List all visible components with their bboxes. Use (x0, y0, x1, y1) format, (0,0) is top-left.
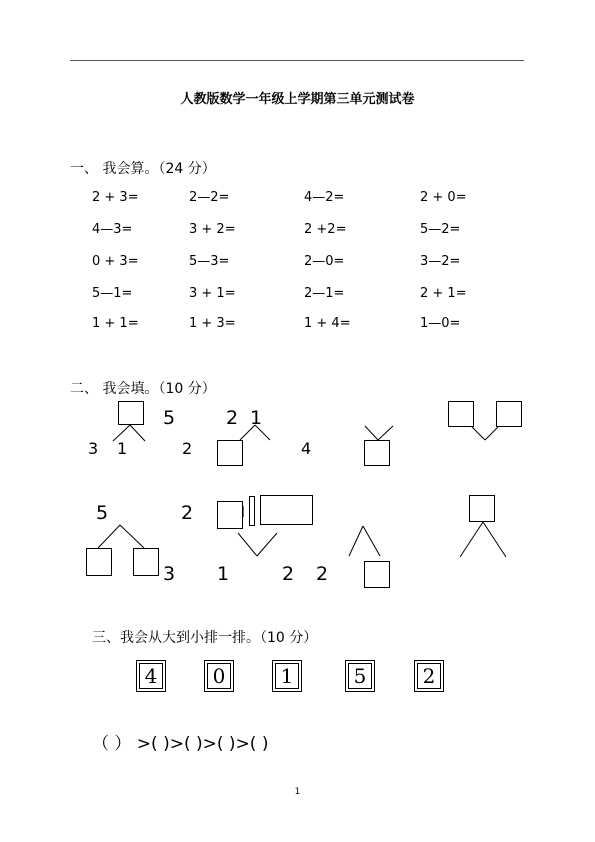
arithmetic-problem[interactable]: 2—1= (304, 286, 345, 301)
bond-number: 5 (163, 407, 176, 429)
bond-number: 2 (181, 502, 194, 524)
arithmetic-problem[interactable]: 2 + 0= (420, 190, 467, 205)
arithmetic-problem[interactable]: 5—2= (420, 222, 461, 237)
page-number: 1 (294, 787, 301, 797)
arithmetic-problem[interactable]: 0 + 3= (92, 254, 139, 269)
bond-number: 2 (226, 407, 239, 429)
number-card: 2 (414, 660, 444, 692)
bond-number: 2 (316, 563, 329, 585)
arithmetic-problem[interactable]: 2 +2= (304, 222, 347, 237)
arithmetic-problem[interactable]: 4—2= (304, 190, 345, 205)
arithmetic-problem[interactable]: 3 + 2= (189, 222, 236, 237)
bond-number: 1 (250, 407, 263, 429)
blank-box[interactable] (118, 401, 144, 425)
bond-number: 1 (217, 563, 230, 585)
arithmetic-problem[interactable]: 4—3= (92, 222, 133, 237)
bond-number: 2 (282, 563, 295, 585)
blank-box[interactable] (217, 440, 243, 466)
arithmetic-problem[interactable]: 1 + 3= (189, 316, 236, 331)
blank-box[interactable] (86, 548, 112, 576)
bond-number: 3 (88, 439, 99, 458)
number-card: 1 (272, 660, 302, 692)
section-2-heading: 二、 我会填。（10 分） (70, 381, 216, 397)
arithmetic-problem[interactable]: 5—1= (92, 286, 133, 301)
bond-number: 1 (117, 439, 128, 458)
blank-box[interactable] (364, 561, 390, 588)
arithmetic-problem[interactable]: 3 + 1= (189, 286, 236, 301)
blank-box[interactable] (133, 548, 159, 576)
arithmetic-problem[interactable]: 2 + 1= (420, 286, 467, 301)
overlap-mark: l (241, 505, 245, 521)
arithmetic-problem[interactable]: 3—2= (420, 254, 461, 269)
bond-number: 5 (96, 502, 109, 524)
arithmetic-problem[interactable]: 2—0= (304, 254, 345, 269)
arithmetic-problem[interactable]: 1 + 1= (92, 316, 139, 331)
arithmetic-problem[interactable]: 5—3= (189, 254, 230, 269)
number-card: 5 (345, 660, 375, 692)
bond-number: 2 (182, 439, 193, 458)
number-card: 4 (136, 660, 166, 692)
page-title: 人教版数学一年级上学期第三单元测试卷 (180, 92, 415, 107)
section-1-heading: 一、 我会算。（24 分） (70, 161, 216, 177)
section-3-heading: 三、我会从大到小排一排。（10 分） (92, 630, 318, 646)
blank-box[interactable] (260, 495, 313, 525)
arithmetic-problem[interactable]: 2—2= (189, 190, 230, 205)
bond-number: 4 (301, 439, 312, 458)
arithmetic-problem[interactable]: 1 + 4= (304, 316, 351, 331)
arithmetic-problem[interactable]: 1—0= (420, 316, 461, 331)
blank-box[interactable] (469, 495, 495, 522)
number-card: 0 (204, 660, 234, 692)
blank-box[interactable] (496, 401, 522, 427)
ordering-answer-line[interactable]: （ ） >( )>( )>( )>( ) (92, 734, 269, 754)
arithmetic-problem[interactable]: 2 + 3= (92, 190, 139, 205)
bond-number: 3 (163, 563, 176, 585)
blank-box[interactable] (448, 401, 474, 427)
blank-box[interactable] (217, 501, 243, 529)
blank-box[interactable] (364, 440, 390, 466)
blank-box[interactable] (249, 496, 255, 526)
